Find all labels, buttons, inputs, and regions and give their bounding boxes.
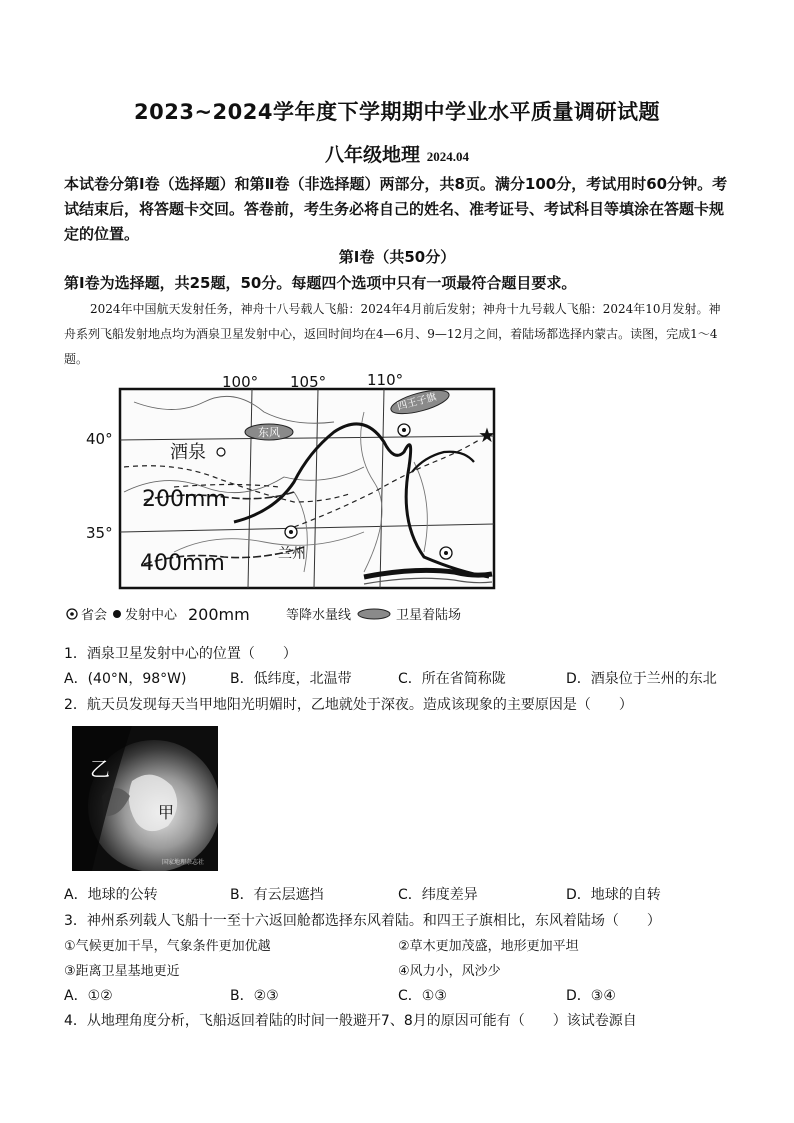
isohyet-400-label: 400mm	[140, 551, 225, 576]
exam-instructions: 本试卷分第Ⅰ卷（选择题）和第Ⅱ卷（非选择题）两部分，共8页。满分100分，考试用时60分钟。考试结束后，将答题卡交回。答卷前，考生务必将自己的姓名、准考证号、考试科目等填涂在答题卡规定的位置。	[64, 175, 728, 243]
latitude-label: 35°	[86, 524, 113, 542]
siziwang-label: 四王子旗	[396, 391, 438, 413]
legend-launch: 发射中心	[125, 608, 178, 623]
longitude-label: 110°	[367, 372, 404, 389]
question-3-statements-row-2	[0, 960, 794, 980]
legend-landing: 卫星着陆场	[396, 608, 462, 623]
question-3-statement-2: ②草木更加茂盛，地形更加平坦	[398, 939, 579, 954]
exam-subtitle	[0, 140, 794, 167]
legend-isohyet: 等降水量线	[286, 608, 352, 623]
question-2-option-c[interactable]: C．纬度差异	[398, 887, 478, 903]
question-4-stem: 4．从地理角度分析，飞船返回着陆的时间一般避开7、8月的原因可能有（ ）该试卷源自	[64, 1013, 637, 1029]
question-3-option-d[interactable]: D．③④	[566, 988, 616, 1004]
longitude-label: 105°	[290, 373, 327, 391]
section-description: 第Ⅰ卷为选择题，共25题，50分。每题四个选项中只有一项最符合题目要求。	[64, 274, 577, 292]
jiuquan-label: 酒泉	[170, 442, 206, 463]
question-2-option-d[interactable]: D．地球的自转	[566, 887, 661, 903]
dongfeng-label: 东风	[258, 426, 280, 439]
isohyet-200-label: 200mm	[142, 487, 227, 512]
question-1-option-d[interactable]: D．酒泉位于兰州的东北	[566, 671, 717, 687]
question-3-statement-1: ①气候更加干旱，气象条件更加优越	[64, 939, 271, 954]
question-1-option-c[interactable]: C．所在省简称陇	[398, 671, 506, 687]
question-3-statement-4: ④风力小，风沙少	[398, 964, 501, 979]
legend-isohyet-sample: 200mm	[188, 605, 250, 624]
page-title: 2023~2024学年度下学期期中学业水平质量调研试题	[134, 100, 660, 124]
latitude-label: 40°	[86, 430, 113, 448]
question-3-options	[0, 985, 794, 1005]
lanzhou-label: 兰州	[278, 546, 306, 562]
question-3-statement-3: ③距离卫星基地更近	[64, 964, 180, 979]
photo-label-jia: 甲	[158, 803, 175, 822]
question-1-stem: 1．酒泉卫星发射中心的位置（ ）	[64, 646, 297, 662]
question-2-option-a[interactable]: A．地球的公转	[64, 887, 158, 903]
earth-photo	[72, 726, 218, 871]
photo-label-yi: 乙	[90, 757, 110, 781]
question-1-option-b[interactable]: B．低纬度，北温带	[230, 671, 352, 687]
svg-text:★: ★	[478, 423, 496, 447]
exam-date: 2024.04	[426, 149, 469, 164]
section-title: 第Ⅰ卷（共50分）	[338, 248, 456, 266]
question-1-options	[0, 668, 794, 688]
question-3-statements-row-1	[0, 935, 794, 955]
question-3-option-b[interactable]: B．②③	[230, 988, 279, 1004]
subject-label: 八年级地理	[325, 144, 421, 166]
legend-capital: 省会	[81, 608, 108, 623]
photo-caption: 国家地理杂志社	[162, 859, 205, 866]
question-2-option-b[interactable]: B．有云层遮挡	[230, 887, 324, 903]
reading-passage: 2024年中国航天发射任务，神舟十八号载人飞船：2024年4月前后发射；神舟十九号载人飞船：2024年10月发射。神舟系列飞船发射地点均为酒泉卫星发射中心，返回时间均在4—6月、9—12月之间，着陆场都选择内蒙古。读图，完成1～4题。	[64, 302, 721, 366]
question-3-option-a[interactable]: A．①②	[64, 988, 113, 1004]
question-2-options	[0, 884, 794, 904]
question-2-stem: 2．航天员发现每天当甲地阳光明媚时，乙地就处于深夜。造成该现象的主要原因是（ ）	[64, 697, 633, 713]
longitude-label: 100°	[222, 373, 259, 391]
region-map	[64, 372, 504, 628]
question-3-stem: 3．神州系列载人飞船十一至十六返回舱都选择东风着陆。和四王子旗相比，东风着陆场（ ）	[64, 913, 661, 929]
question-3-option-c[interactable]: C．①③	[398, 988, 447, 1004]
question-1-option-a[interactable]: A．(40°N，98°W)	[64, 671, 187, 687]
